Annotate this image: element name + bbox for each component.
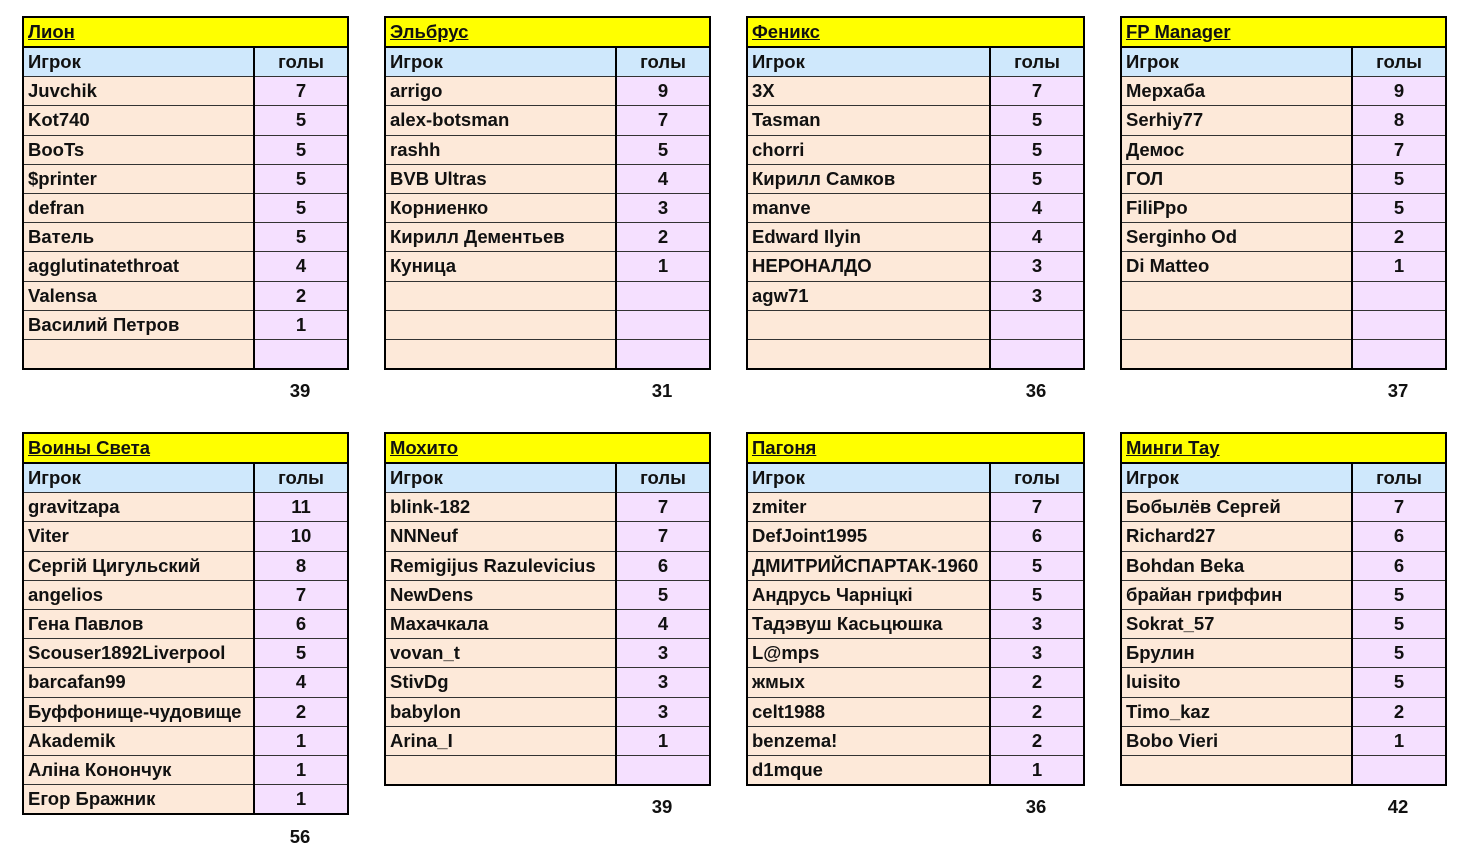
- player-goals: 5: [1352, 609, 1446, 638]
- player-name: Брулин: [1121, 639, 1352, 668]
- player-row: [23, 223, 348, 252]
- player-name: [1121, 281, 1352, 310]
- player-row: [23, 551, 348, 580]
- player-goals: 2: [254, 697, 348, 726]
- player-goals: 2: [1352, 697, 1446, 726]
- player-row: [1121, 135, 1446, 164]
- player-name: rashh: [385, 135, 616, 164]
- player-goals: 5: [254, 135, 348, 164]
- player-row: [385, 77, 710, 106]
- player-name: Тадэвуш Касьцюшка: [747, 609, 990, 638]
- player-row: [1121, 726, 1446, 755]
- player-name: DefJoint1995: [747, 522, 990, 551]
- player-row: [23, 310, 348, 339]
- team-name: Воины Света: [23, 433, 348, 463]
- header-goals: голы: [990, 463, 1084, 493]
- player-goals: 7: [1352, 493, 1446, 522]
- player-goals: 1: [254, 785, 348, 815]
- scorers-table: [22, 16, 349, 370]
- player-row: [385, 726, 710, 755]
- player-row: [23, 135, 348, 164]
- player-row: [747, 522, 1084, 551]
- player-row: [23, 106, 348, 135]
- header-player: Игрок: [23, 47, 254, 77]
- player-name: Bobo Vieri: [1121, 726, 1352, 755]
- player-goals: 3: [616, 193, 710, 222]
- team-name: Пагоня: [747, 433, 1084, 463]
- player-name: blink-182: [385, 493, 616, 522]
- header-goals: голы: [1352, 47, 1446, 77]
- header-goals: голы: [1352, 463, 1446, 493]
- player-goals: 10: [254, 522, 348, 551]
- player-goals: 5: [254, 639, 348, 668]
- player-goals: 3: [990, 609, 1084, 638]
- player-name: Ватель: [23, 223, 254, 252]
- player-name: Кирилл Самков: [747, 164, 990, 193]
- player-goals: 8: [254, 551, 348, 580]
- player-name: [747, 339, 990, 369]
- player-name: Tasman: [747, 106, 990, 135]
- player-goals: 7: [1352, 135, 1446, 164]
- header-player: Игрок: [747, 463, 990, 493]
- player-row: [385, 493, 710, 522]
- player-row: [1121, 697, 1446, 726]
- player-row: [23, 522, 348, 551]
- player-row: [747, 310, 1084, 339]
- player-name: Remigijus Razulevicius: [385, 551, 616, 580]
- player-name: d1mque: [747, 755, 990, 785]
- player-name: Мерхаба: [1121, 77, 1352, 106]
- player-row: [1121, 310, 1446, 339]
- player-row: [1121, 281, 1446, 310]
- player-row: [23, 339, 348, 369]
- player-goals: 9: [1352, 77, 1446, 106]
- player-goals: [616, 755, 710, 785]
- player-row: [385, 135, 710, 164]
- player-name: ГОЛ: [1121, 164, 1352, 193]
- player-row: [747, 193, 1084, 222]
- player-row: [1121, 252, 1446, 281]
- header-player: Игрок: [23, 463, 254, 493]
- player-row: [1121, 193, 1446, 222]
- player-row: [747, 252, 1084, 281]
- header-player: Игрок: [385, 463, 616, 493]
- player-name: Serginho Od: [1121, 223, 1352, 252]
- player-goals: [1352, 281, 1446, 310]
- player-name: Андрусь Чарніцкі: [747, 580, 990, 609]
- scorers-table: [1120, 432, 1447, 786]
- player-goals: 3: [616, 639, 710, 668]
- player-row: [385, 164, 710, 193]
- player-name: L@mps: [747, 639, 990, 668]
- player-goals: 6: [254, 609, 348, 638]
- player-row: [23, 493, 348, 522]
- player-goals: [990, 339, 1084, 369]
- player-goals: 1: [254, 755, 348, 784]
- player-name: [23, 339, 254, 369]
- player-goals: 4: [616, 609, 710, 638]
- team-total-goals: 31: [651, 380, 673, 401]
- player-goals: 5: [1352, 668, 1446, 697]
- player-row: [747, 164, 1084, 193]
- player-goals: 5: [990, 106, 1084, 135]
- player-name: [1121, 310, 1352, 339]
- player-row: [747, 493, 1084, 522]
- player-goals: 11: [254, 493, 348, 522]
- team-total-goals: 39: [289, 380, 311, 401]
- player-goals: 5: [1352, 193, 1446, 222]
- player-name: BooTs: [23, 135, 254, 164]
- player-name: Kot740: [23, 106, 254, 135]
- player-name: [1121, 339, 1352, 369]
- player-goals: [616, 339, 710, 369]
- player-row: [385, 755, 710, 785]
- player-goals: 3: [990, 252, 1084, 281]
- header-goals: голы: [254, 47, 348, 77]
- team-table: [384, 432, 711, 786]
- player-row: [1121, 493, 1446, 522]
- team-total-goals: 36: [1025, 380, 1047, 401]
- player-goals: 7: [616, 522, 710, 551]
- player-row: [23, 281, 348, 310]
- player-name: luisito: [1121, 668, 1352, 697]
- player-name: angelios: [23, 580, 254, 609]
- team-total-goals: 39: [651, 796, 673, 817]
- player-row: [747, 609, 1084, 638]
- player-name: barcafan99: [23, 668, 254, 697]
- player-row: [23, 609, 348, 638]
- player-row: [747, 697, 1084, 726]
- team-name: FP Manager: [1121, 17, 1446, 47]
- player-goals: 9: [616, 77, 710, 106]
- header-goals: голы: [616, 47, 710, 77]
- player-goals: 1: [990, 755, 1084, 785]
- player-row: [385, 310, 710, 339]
- player-row: [385, 697, 710, 726]
- player-goals: 5: [616, 580, 710, 609]
- player-name: BVB Ultras: [385, 164, 616, 193]
- player-goals: 7: [254, 580, 348, 609]
- player-name: Василий Петров: [23, 310, 254, 339]
- player-row: [385, 252, 710, 281]
- player-name: Valensa: [23, 281, 254, 310]
- player-row: [385, 522, 710, 551]
- player-row: [1121, 164, 1446, 193]
- player-goals: 1: [1352, 726, 1446, 755]
- player-name: Буффонище-чудовище: [23, 697, 254, 726]
- player-goals: 4: [254, 668, 348, 697]
- player-name: Viter: [23, 522, 254, 551]
- header-player: Игрок: [1121, 463, 1352, 493]
- player-goals: 3: [616, 668, 710, 697]
- player-row: [1121, 522, 1446, 551]
- team-total-goals: 56: [289, 826, 311, 847]
- player-goals: 5: [990, 135, 1084, 164]
- player-row: [23, 726, 348, 755]
- player-name: [1121, 755, 1352, 785]
- player-name: ДМИТРИЙСПАРТАК-1960: [747, 551, 990, 580]
- header-player: Игрок: [1121, 47, 1352, 77]
- player-row: [23, 164, 348, 193]
- player-goals: 3: [616, 697, 710, 726]
- player-goals: 5: [254, 193, 348, 222]
- player-goals: 2: [254, 281, 348, 310]
- player-goals: 2: [990, 697, 1084, 726]
- scorers-table: [746, 16, 1085, 370]
- player-row: [385, 193, 710, 222]
- player-goals: 4: [616, 164, 710, 193]
- player-name: Di Matteo: [1121, 252, 1352, 281]
- player-goals: 5: [1352, 639, 1446, 668]
- player-goals: 6: [1352, 551, 1446, 580]
- player-goals: 1: [616, 252, 710, 281]
- team-total-goals: 36: [1025, 796, 1047, 817]
- player-name: Сергій Цигульский: [23, 551, 254, 580]
- player-goals: [1352, 339, 1446, 369]
- team-table: [22, 432, 349, 815]
- player-name: Timo_kaz: [1121, 697, 1352, 726]
- player-goals: 4: [254, 252, 348, 281]
- player-row: [747, 281, 1084, 310]
- team-name: Мохито: [385, 433, 710, 463]
- player-goals: 4: [990, 223, 1084, 252]
- player-goals: 8: [1352, 106, 1446, 135]
- player-name: agw71: [747, 281, 990, 310]
- player-name: celt1988: [747, 697, 990, 726]
- player-row: [1121, 580, 1446, 609]
- team-name: Феникс: [747, 17, 1084, 47]
- player-goals: 1: [254, 310, 348, 339]
- player-row: [747, 726, 1084, 755]
- player-name: alex-botsman: [385, 106, 616, 135]
- player-goals: 1: [254, 726, 348, 755]
- team-table: [746, 16, 1085, 370]
- player-goals: 7: [990, 493, 1084, 522]
- scorers-table: [384, 432, 711, 786]
- header-goals: голы: [616, 463, 710, 493]
- player-name: zmiter: [747, 493, 990, 522]
- player-name: Кирилл Дементьев: [385, 223, 616, 252]
- team-total-goals: 37: [1387, 380, 1409, 401]
- player-name: Махачкала: [385, 609, 616, 638]
- player-row: [747, 223, 1084, 252]
- player-row: [385, 106, 710, 135]
- player-goals: [990, 310, 1084, 339]
- team-table: [384, 16, 711, 370]
- player-goals: 6: [1352, 522, 1446, 551]
- player-row: [23, 580, 348, 609]
- team-name: Минги Тау: [1121, 433, 1446, 463]
- player-row: [23, 755, 348, 784]
- team-table: [1120, 432, 1447, 786]
- player-goals: 5: [616, 135, 710, 164]
- player-name: babylon: [385, 697, 616, 726]
- player-name: defran: [23, 193, 254, 222]
- player-row: [747, 551, 1084, 580]
- player-row: [1121, 223, 1446, 252]
- player-row: [1121, 755, 1446, 785]
- player-name: manve: [747, 193, 990, 222]
- player-row: [1121, 339, 1446, 369]
- player-goals: 7: [254, 77, 348, 106]
- player-row: [1121, 609, 1446, 638]
- player-name: [385, 310, 616, 339]
- player-row: [747, 77, 1084, 106]
- player-goals: 5: [990, 551, 1084, 580]
- player-row: [23, 697, 348, 726]
- player-row: [1121, 106, 1446, 135]
- player-name: StivDg: [385, 668, 616, 697]
- player-row: [747, 135, 1084, 164]
- player-row: [385, 668, 710, 697]
- player-goals: 1: [1352, 252, 1446, 281]
- player-name: FiliPpo: [1121, 193, 1352, 222]
- player-name: Бобылёв Сергей: [1121, 493, 1352, 522]
- player-row: [747, 580, 1084, 609]
- player-row: [747, 339, 1084, 369]
- player-row: [23, 639, 348, 668]
- header-player: Игрок: [385, 47, 616, 77]
- team-total-goals: 42: [1387, 796, 1409, 817]
- player-goals: 5: [254, 223, 348, 252]
- scorers-table: [22, 432, 349, 815]
- player-row: [385, 609, 710, 638]
- player-name: [385, 755, 616, 785]
- player-name: Корниенко: [385, 193, 616, 222]
- player-row: [385, 639, 710, 668]
- player-row: [1121, 551, 1446, 580]
- player-name: Демос: [1121, 135, 1352, 164]
- player-name: Bohdan Beka: [1121, 551, 1352, 580]
- player-name: Juvchik: [23, 77, 254, 106]
- player-goals: 7: [616, 493, 710, 522]
- player-name: Куница: [385, 252, 616, 281]
- player-name: gravitzapa: [23, 493, 254, 522]
- player-goals: 4: [990, 193, 1084, 222]
- player-goals: [1352, 755, 1446, 785]
- player-name: vovan_t: [385, 639, 616, 668]
- player-goals: 7: [990, 77, 1084, 106]
- player-row: [747, 755, 1084, 785]
- player-row: [385, 281, 710, 310]
- team-table: [1120, 16, 1447, 370]
- player-row: [747, 639, 1084, 668]
- player-goals: 5: [1352, 580, 1446, 609]
- player-goals: [616, 281, 710, 310]
- player-row: [385, 551, 710, 580]
- player-name: NNNeuf: [385, 522, 616, 551]
- player-name: Edward Ilyin: [747, 223, 990, 252]
- player-goals: 3: [990, 281, 1084, 310]
- player-goals: [616, 310, 710, 339]
- scorers-table: [746, 432, 1085, 786]
- player-name: Гена Павлов: [23, 609, 254, 638]
- player-name: Егор Бражник: [23, 785, 254, 815]
- player-name: NewDens: [385, 580, 616, 609]
- player-goals: 3: [990, 639, 1084, 668]
- player-goals: 5: [990, 580, 1084, 609]
- player-row: [23, 668, 348, 697]
- player-goals: 5: [254, 164, 348, 193]
- player-row: [1121, 668, 1446, 697]
- team-name: Эльбрус: [385, 17, 710, 47]
- player-row: [385, 339, 710, 369]
- player-name: брайан гриффин: [1121, 580, 1352, 609]
- header-goals: голы: [990, 47, 1084, 77]
- player-goals: 2: [990, 668, 1084, 697]
- player-name: Akademik: [23, 726, 254, 755]
- player-goals: 5: [1352, 164, 1446, 193]
- team-table: [22, 16, 349, 370]
- player-name: Scouser1892Liverpool: [23, 639, 254, 668]
- player-goals: 7: [616, 106, 710, 135]
- player-name: $printer: [23, 164, 254, 193]
- player-name: Serhiy77: [1121, 106, 1352, 135]
- player-goals: 2: [1352, 223, 1446, 252]
- player-name: benzema!: [747, 726, 990, 755]
- player-name: [385, 339, 616, 369]
- player-row: [1121, 77, 1446, 106]
- player-row: [1121, 639, 1446, 668]
- player-name: 3X: [747, 77, 990, 106]
- player-row: [385, 580, 710, 609]
- player-name: Arina_I: [385, 726, 616, 755]
- player-row: [23, 785, 348, 815]
- player-goals: [254, 339, 348, 369]
- player-name: [385, 281, 616, 310]
- player-goals: 6: [616, 551, 710, 580]
- player-goals: 2: [990, 726, 1084, 755]
- player-goals: 6: [990, 522, 1084, 551]
- player-row: [23, 252, 348, 281]
- player-goals: 5: [990, 164, 1084, 193]
- player-name: [747, 310, 990, 339]
- player-goals: [1352, 310, 1446, 339]
- player-name: жмых: [747, 668, 990, 697]
- player-name: agglutinatethroat: [23, 252, 254, 281]
- player-name: Аліна Конончук: [23, 755, 254, 784]
- player-row: [23, 77, 348, 106]
- player-name: arrigo: [385, 77, 616, 106]
- scorers-table: [384, 16, 711, 370]
- player-goals: 1: [616, 726, 710, 755]
- team-name: Лион: [23, 17, 348, 47]
- player-name: НЕРОНАЛДО: [747, 252, 990, 281]
- header-player: Игрок: [747, 47, 990, 77]
- player-goals: 2: [616, 223, 710, 252]
- team-table: [746, 432, 1085, 786]
- header-goals: голы: [254, 463, 348, 493]
- player-name: Richard27: [1121, 522, 1352, 551]
- scorers-table: [1120, 16, 1447, 370]
- player-row: [23, 193, 348, 222]
- player-row: [747, 106, 1084, 135]
- player-name: chorri: [747, 135, 990, 164]
- player-name: Sokrat_57: [1121, 609, 1352, 638]
- player-goals: 5: [254, 106, 348, 135]
- player-row: [747, 668, 1084, 697]
- player-row: [385, 223, 710, 252]
